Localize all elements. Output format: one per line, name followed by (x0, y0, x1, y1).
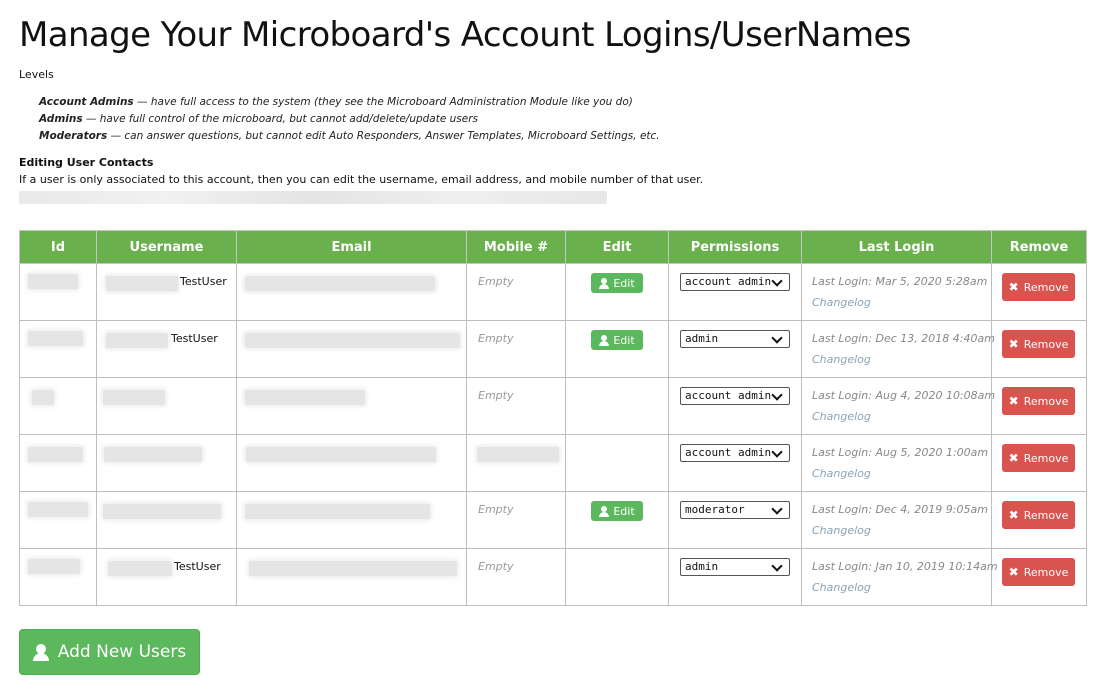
user-icon (599, 278, 609, 289)
chevron-down-icon (771, 389, 782, 400)
remove-button[interactable] (1002, 558, 1075, 586)
col-header-edit: Edit (566, 231, 669, 264)
permissions-cell (669, 264, 802, 321)
remove-button[interactable] (1002, 330, 1075, 358)
last-login-cell (802, 321, 995, 378)
permission-select[interactable] (680, 558, 790, 576)
remove-button-label: Remove (1023, 337, 1069, 351)
username-cell (97, 549, 237, 606)
table-row (20, 321, 1087, 378)
editing-description: If a user is only associated to this account, then you can edit the username, email address, and mobile number of that user. (19, 173, 704, 186)
email-cell (237, 492, 467, 549)
edit-button-label: Edit (613, 504, 635, 518)
last-login-text: Last Login: Dec 13, 2018 4:40am (812, 332, 995, 345)
edit-cell (566, 435, 669, 492)
mobile-value: Empty (478, 275, 514, 288)
col-header-last-login: Last Login (802, 231, 992, 264)
page-title: Manage Your Microboard's Account Logins/UserNames (19, 15, 911, 55)
email-cell (237, 378, 467, 435)
mobile-cell (467, 321, 566, 378)
times-icon: ✖ (1008, 394, 1019, 408)
edit-cell (566, 321, 669, 378)
changelog-link[interactable]: Changelog (812, 410, 871, 423)
edit-cell (566, 264, 669, 321)
table-row (20, 492, 1087, 549)
remove-button-label: Remove (1023, 508, 1069, 522)
remove-button-label: Remove (1023, 394, 1069, 408)
edit-button[interactable] (591, 273, 643, 293)
remove-button-label: Remove (1023, 451, 1069, 465)
mobile-value: Empty (478, 503, 514, 516)
add-new-users-button[interactable] (19, 629, 200, 675)
remove-button[interactable] (1002, 387, 1075, 415)
redacted-text (19, 191, 607, 204)
username-cell (97, 492, 237, 549)
permission-value: moderator (685, 503, 745, 516)
email-cell (237, 321, 467, 378)
permission-select[interactable] (680, 444, 790, 462)
mobile-cell (467, 264, 566, 321)
mobile-cell (467, 549, 566, 606)
last-login-text: Last Login: Mar 5, 2020 5:28am (812, 275, 988, 288)
remove-cell (992, 492, 1087, 549)
level-role: Account Admins (39, 96, 134, 108)
last-login-text: Last Login: Jan 10, 2019 10:14am (812, 560, 998, 573)
permissions-cell (669, 378, 802, 435)
remove-cell (992, 549, 1087, 606)
mobile-cell (467, 435, 566, 492)
chevron-down-icon (771, 446, 782, 457)
username-text: TestUser (180, 275, 227, 288)
level-desc: — can answer questions, but cannot edit Auto Responders, Answer Templates, Microboard Settings, etc. (107, 130, 660, 142)
mobile-value: Empty (478, 332, 514, 345)
col-header-permissions: Permissions (669, 231, 802, 264)
table-row (20, 264, 1087, 321)
table-row (20, 435, 1087, 492)
table-row (20, 549, 1087, 606)
table-header-row (20, 231, 1087, 264)
times-icon: ✖ (1008, 565, 1019, 579)
edit-button-label: Edit (613, 276, 635, 290)
user-icon (33, 644, 49, 661)
user-icon (599, 335, 609, 346)
chevron-down-icon (771, 332, 782, 343)
username-cell (97, 321, 237, 378)
last-login-cell (802, 549, 998, 606)
col-header-username: Username (97, 231, 237, 264)
mobile-value: Empty (478, 560, 514, 573)
remove-cell (992, 321, 1087, 378)
username-cell (97, 435, 237, 492)
username-cell (97, 264, 237, 321)
permissions-cell (669, 549, 802, 606)
col-header-email: Email (237, 231, 467, 264)
edit-button[interactable] (591, 501, 643, 521)
changelog-link[interactable]: Changelog (812, 353, 871, 366)
id-cell (20, 264, 97, 321)
email-cell (237, 549, 467, 606)
chevron-down-icon (771, 503, 782, 514)
permission-value: account admin (685, 389, 772, 402)
last-login-cell (802, 378, 996, 435)
changelog-link[interactable]: Changelog (812, 467, 871, 480)
email-cell (237, 264, 467, 321)
times-icon: ✖ (1008, 451, 1019, 465)
remove-button[interactable] (1002, 444, 1075, 472)
edit-cell (566, 492, 669, 549)
remove-button[interactable] (1002, 273, 1075, 301)
last-login-text: Last Login: Dec 4, 2019 9:05am (812, 503, 988, 516)
permission-select[interactable] (680, 501, 790, 519)
remove-cell (992, 435, 1087, 492)
id-cell (20, 378, 97, 435)
edit-button-label: Edit (613, 333, 635, 347)
remove-button-label: Remove (1023, 565, 1069, 579)
username-text: TestUser (171, 332, 218, 345)
times-icon: ✖ (1008, 280, 1019, 294)
id-cell (20, 321, 97, 378)
permission-value: account admin (685, 275, 772, 288)
times-icon: ✖ (1008, 508, 1019, 522)
last-login-cell (802, 264, 992, 321)
col-header-id: Id (20, 231, 97, 264)
remove-cell (992, 264, 1087, 321)
edit-cell (566, 549, 669, 606)
editing-heading: Editing User Contacts (19, 156, 154, 169)
changelog-link[interactable]: Changelog (812, 581, 871, 594)
level-desc: — have full access to the system (they see the Microboard Administration Module like you do) (133, 96, 633, 108)
permissions-cell (669, 435, 802, 492)
level-role: Moderators (39, 130, 108, 142)
username-text: TestUser (174, 560, 221, 573)
mobile-cell (467, 378, 566, 435)
level-admins (39, 113, 478, 125)
edit-button[interactable] (591, 330, 643, 350)
remove-cell (992, 378, 1087, 435)
table-row (20, 378, 1087, 435)
level-moderators (39, 130, 660, 142)
permissions-cell (669, 492, 802, 549)
permission-select[interactable] (680, 387, 790, 405)
level-desc: — have full control of the microboard, but cannot add/delete/update users (82, 113, 479, 125)
permission-select[interactable] (680, 330, 790, 348)
times-icon: ✖ (1008, 337, 1019, 351)
last-login-cell (802, 435, 992, 492)
id-cell (20, 435, 97, 492)
levels-heading: Levels (19, 68, 54, 81)
permission-value: admin (685, 560, 719, 573)
user-icon (599, 506, 609, 517)
add-new-users-label: Add New Users (57, 642, 187, 662)
col-header-mobile: Mobile # (467, 231, 566, 264)
users-table (19, 230, 1087, 606)
remove-button[interactable] (1002, 501, 1075, 529)
col-header-remove: Remove (992, 231, 1087, 264)
email-cell (237, 435, 467, 492)
last-login-cell (802, 492, 992, 549)
remove-button-label: Remove (1023, 280, 1069, 294)
id-cell (20, 549, 97, 606)
last-login-text: Last Login: Aug 5, 2020 1:00am (812, 446, 989, 459)
chevron-down-icon (771, 560, 782, 571)
permission-value: account admin (685, 446, 772, 459)
username-cell (97, 378, 237, 435)
permission-value: admin (685, 332, 719, 345)
permissions-cell (669, 321, 802, 378)
changelog-link[interactable]: Changelog (812, 524, 871, 537)
chevron-down-icon (771, 275, 782, 286)
mobile-cell (467, 492, 566, 549)
id-cell (20, 492, 97, 549)
edit-cell (566, 378, 669, 435)
changelog-link[interactable]: Changelog (812, 296, 871, 309)
level-role: Admins (39, 113, 83, 125)
level-account-admins (39, 96, 633, 108)
last-login-text: Last Login: Aug 4, 2020 10:08am (812, 389, 996, 402)
mobile-value: Empty (478, 389, 514, 402)
permission-select[interactable] (680, 273, 790, 291)
